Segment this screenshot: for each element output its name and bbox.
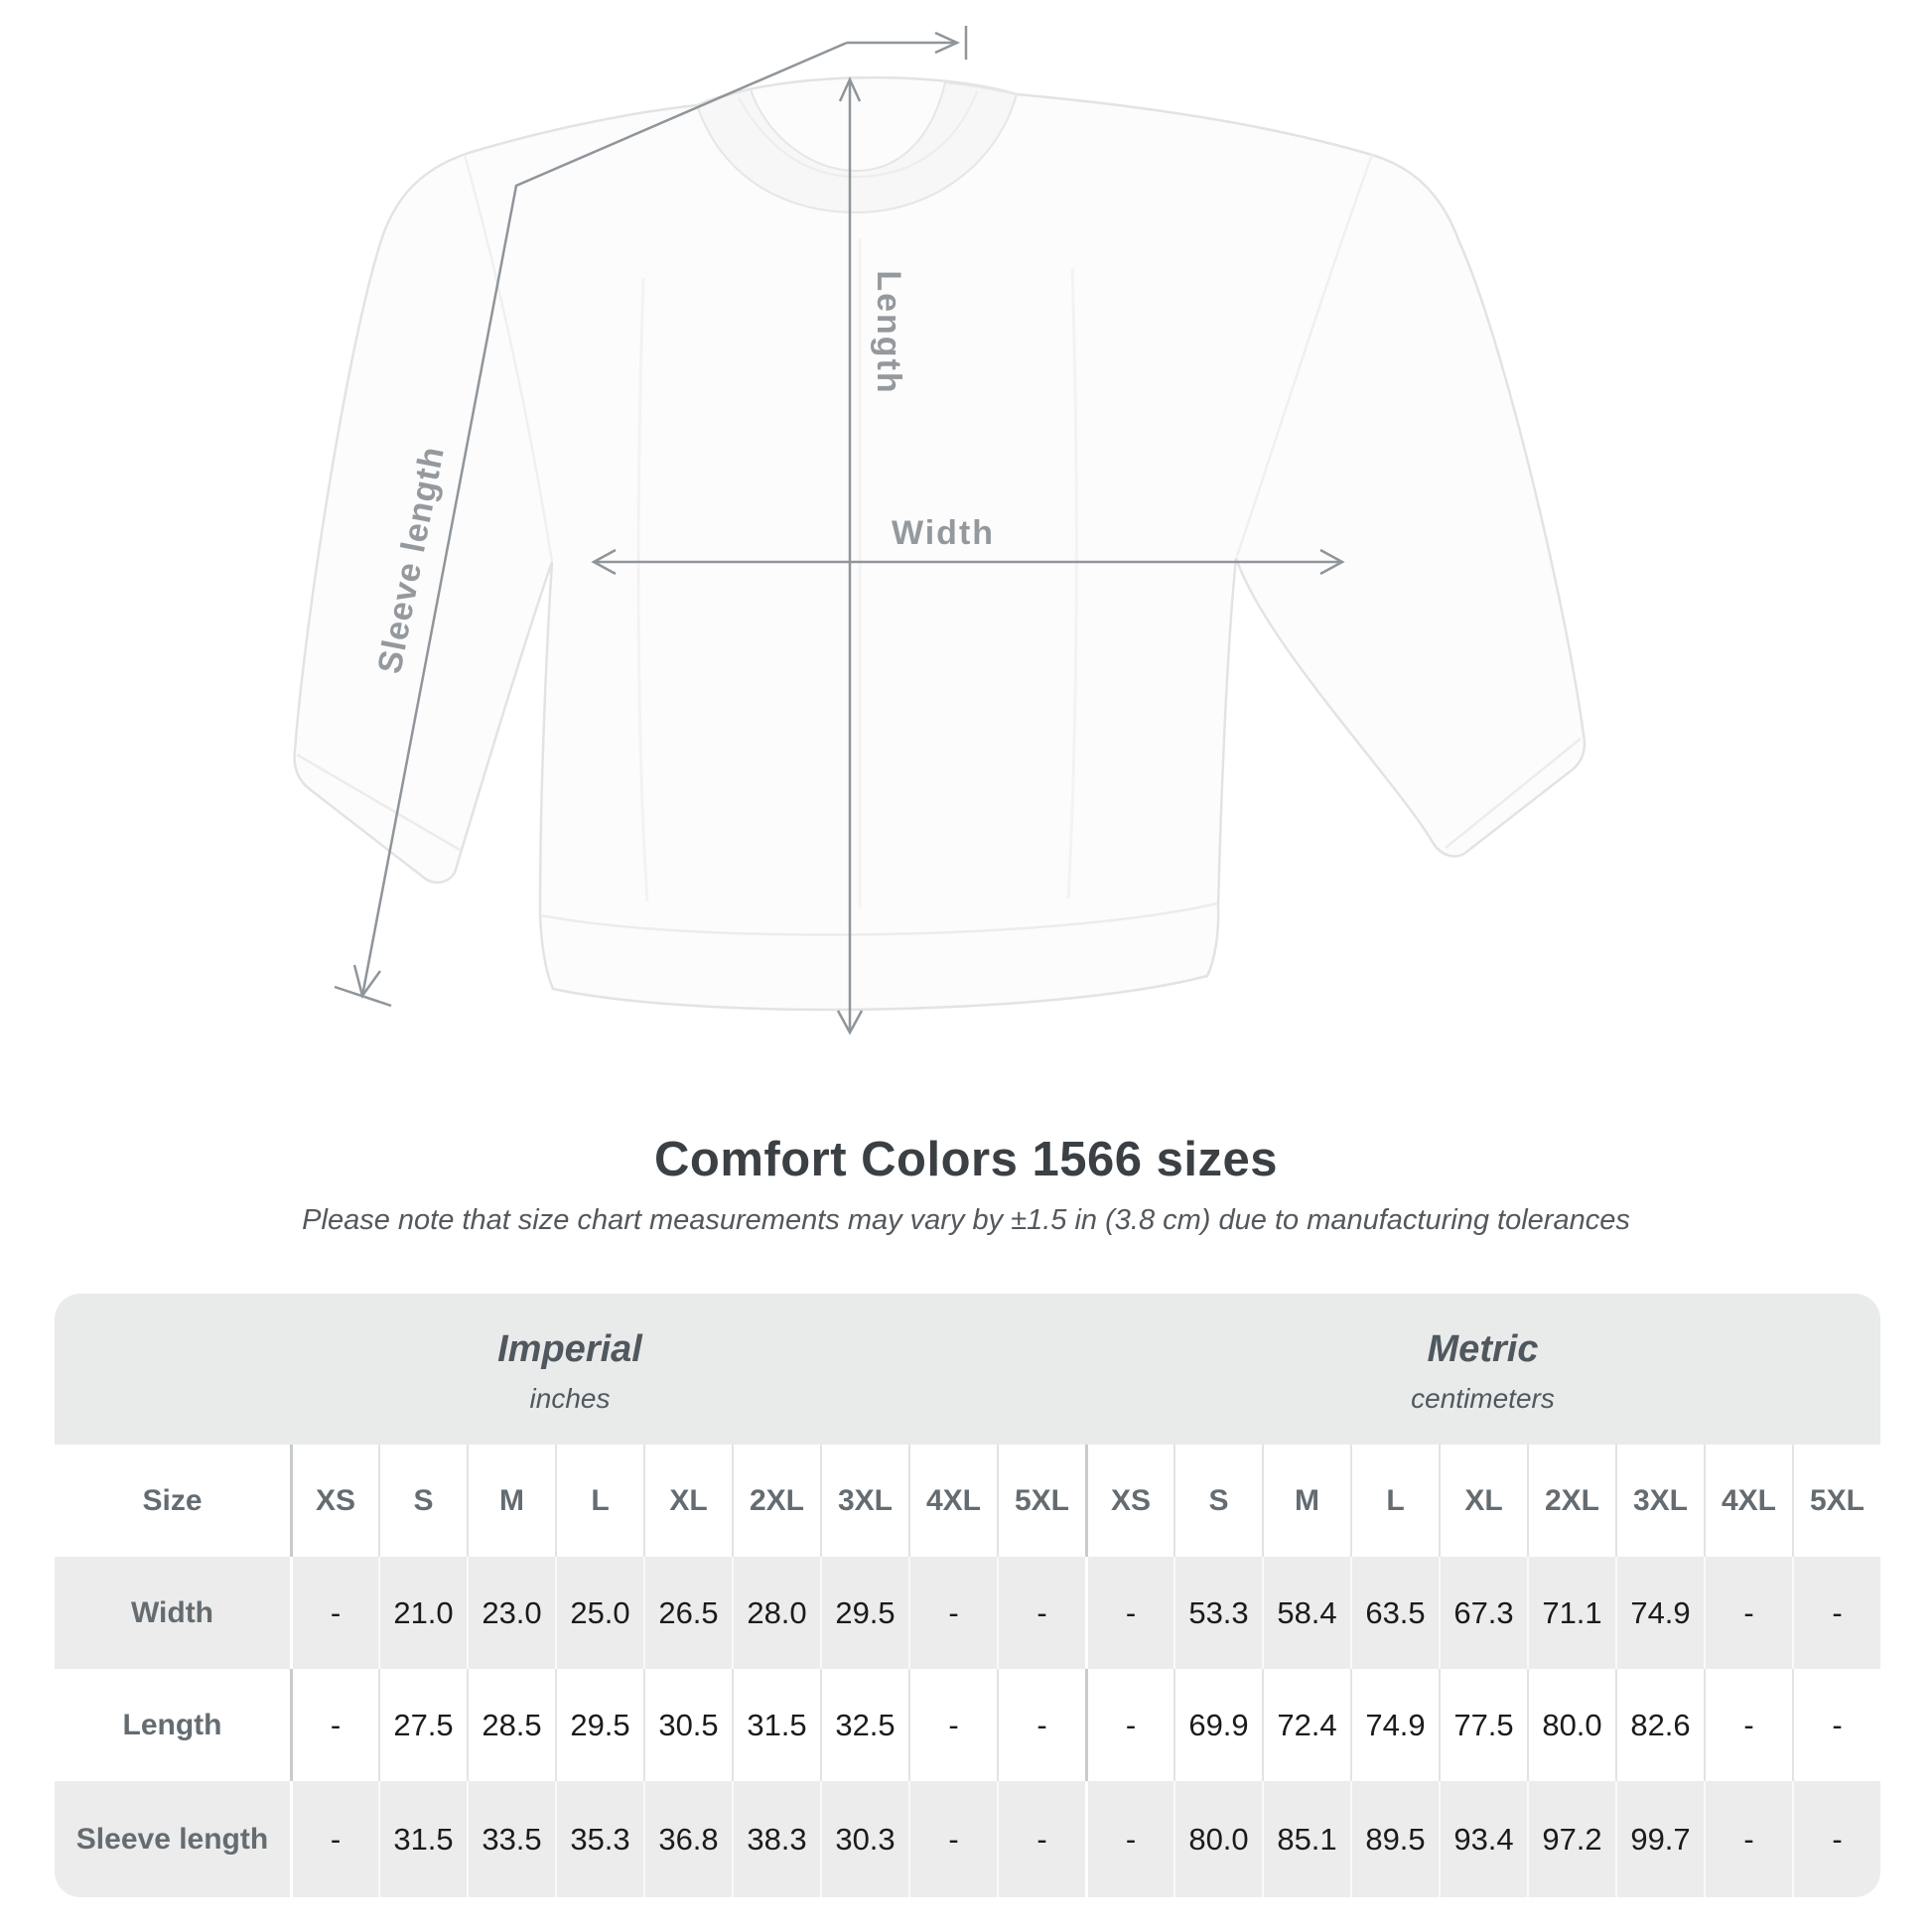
size-col-header: 3XL [1615,1445,1704,1557]
metric-unit: centimeters [1411,1382,1555,1414]
table-cell: 23.0 [467,1557,555,1669]
imperial-unit-header [55,1324,1085,1415]
sleeve-length-row [55,1781,1880,1897]
table-cell: 29.5 [820,1557,908,1669]
table-cell: - [1085,1781,1173,1897]
size-col-header: XL [643,1445,732,1557]
page-title: Comfort Colors 1566 sizes [654,1133,1278,1186]
table-cell: 53.3 [1173,1557,1262,1669]
table-cell: - [1792,1781,1880,1897]
table-cell: - [908,1669,997,1781]
size-header: Size [142,1483,203,1517]
table-cell: - [1704,1557,1792,1669]
table-cell: - [1792,1669,1880,1781]
size-col-header: 3XL [820,1445,908,1557]
size-col-header: 2XL [1527,1445,1615,1557]
table-cell: - [290,1781,378,1897]
size-table [55,1294,1880,1897]
table-cell: 63.5 [1350,1557,1439,1669]
sleeve-length-label: Sleeve length [370,443,453,677]
length-row [55,1669,1880,1781]
unit-band [55,1294,1880,1445]
table-cell: - [908,1557,997,1669]
table-cell: 31.5 [378,1781,467,1897]
size-col-header: L [555,1445,643,1557]
table-cell: 99.7 [1615,1781,1704,1897]
table-cell: 27.5 [378,1669,467,1781]
size-col-header: XS [290,1445,378,1557]
table-cell: 30.5 [643,1669,732,1781]
size-col-header: M [467,1445,555,1557]
table-cell: 80.0 [1527,1669,1615,1781]
table-cell: 28.5 [467,1669,555,1781]
table-cell: 67.3 [1439,1557,1527,1669]
table-cell: - [997,1781,1085,1897]
tolerance-note: Please note that size chart measurements may vary by ±1.5 in (3.8 cm) due to manufacturing tolerances [302,1204,1630,1236]
table-cell: 74.9 [1615,1557,1704,1669]
size-col-header: 4XL [1704,1445,1792,1557]
size-col-header: 5XL [1792,1445,1880,1557]
imperial-unit: inches [529,1382,611,1414]
table-cell: 74.9 [1350,1669,1439,1781]
table-cell: 33.5 [467,1781,555,1897]
size-col-header: XS [1085,1445,1173,1557]
row-label: Sleeve length [75,1822,269,1856]
table-cell: 77.5 [1439,1669,1527,1781]
table-cell: - [290,1669,378,1781]
table-cell: - [1085,1669,1173,1781]
length-label: Length [870,270,907,395]
table-cell: - [290,1557,378,1669]
table-cell: 38.3 [732,1781,820,1897]
size-col-header: XL [1439,1445,1527,1557]
size-col-header: 4XL [908,1445,997,1557]
size-col-header: L [1350,1445,1439,1557]
table-cell: 80.0 [1173,1781,1262,1897]
table-cell: 36.8 [643,1781,732,1897]
table-cell: - [908,1781,997,1897]
table-cell: 69.9 [1173,1669,1262,1781]
metric-unit-header [1085,1324,1880,1415]
size-col-header: M [1262,1445,1350,1557]
table-cell: 29.5 [555,1669,643,1781]
table-cell: 82.6 [1615,1669,1704,1781]
size-header-row [55,1445,1880,1557]
table-cell: 72.4 [1262,1669,1350,1781]
size-col-header: 2XL [732,1445,820,1557]
table-cell: 35.3 [555,1781,643,1897]
metric-label: Metric [1427,1327,1539,1370]
fold-line [859,238,861,908]
size-col-header: S [378,1445,467,1557]
width-row [55,1557,1880,1669]
table-cell: 58.4 [1262,1557,1350,1669]
table-cell: - [1085,1557,1173,1669]
table-cell: 28.0 [732,1557,820,1669]
table-cell: - [997,1557,1085,1669]
table-cell: 26.5 [643,1557,732,1669]
table-cell: - [1704,1669,1792,1781]
width-label: Width [891,514,996,552]
row-label: Width [130,1595,214,1629]
table-cell: 93.4 [1439,1781,1527,1897]
size-col-header: S [1173,1445,1262,1557]
table-cell: 71.1 [1527,1557,1615,1669]
table-cell: 97.2 [1527,1781,1615,1897]
imperial-label: Imperial [497,1327,642,1370]
row-label: Length [122,1708,222,1741]
table-cell: - [1704,1781,1792,1897]
table-cell: 32.5 [820,1669,908,1781]
table-cell: 30.3 [820,1781,908,1897]
table-cell: 25.0 [555,1557,643,1669]
table-cell: - [1792,1557,1880,1669]
size-col-header: 5XL [997,1445,1085,1557]
table-cell: 31.5 [732,1669,820,1781]
table-cell: 89.5 [1350,1781,1439,1897]
table-cell: 21.0 [378,1557,467,1669]
table-cell: 85.1 [1262,1781,1350,1897]
table-cell: - [997,1669,1085,1781]
